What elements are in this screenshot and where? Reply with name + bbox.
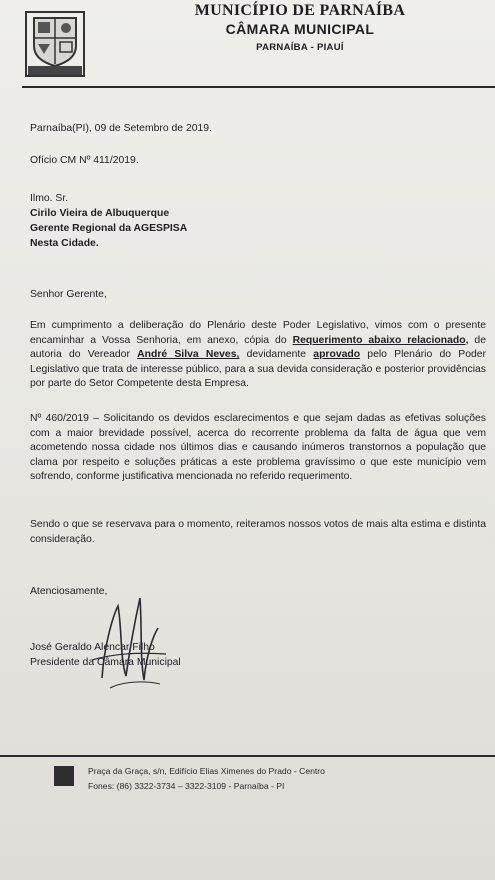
footer-divider: [0, 755, 495, 757]
requirement-reference: Requerimento abaixo relacionado,: [292, 334, 469, 346]
office-number: Ofício CM Nº 411/2019.: [30, 155, 139, 166]
header-camara: CÂMARA MUNICIPAL: [225, 21, 375, 37]
footer-mark-icon: [54, 766, 74, 786]
header-city: PARNAÍBA - PIAUÍ: [256, 42, 344, 53]
councilman-name: André Silva Neves,: [137, 349, 240, 361]
approved-word: aprovado: [313, 349, 361, 361]
footer-phones: Fones: (86) 3322-3734 – 3322-3109 - Parnaíba - PI: [88, 781, 285, 791]
recipient-name: Cirilo Vieira de Albuquerque: [30, 208, 170, 219]
header-municipio: MUNICÍPIO DE PARNAÍBA: [194, 2, 406, 19]
paragraph-2: Nº 460/2019 – Solicitando os devidos esclarecimentos e que sejam dadas as efetivas soluções com a maior brevidade possível, acerca do recorrente problema da falta de água que vem acometendo nossa cidade nos últimos dias e causando inúmeros transtornos a população que clama por respeito e soluções práticas a este problema gravíssimo o que este município vem sofrendo, conforme justificativa mencionada no referido requerimento.: [30, 413, 486, 483]
paragraph-1-text-c: devidamente: [239, 349, 314, 361]
closing: Atenciosamente,: [30, 586, 108, 597]
recipient-role: Gerente Regional da AGESPISA: [30, 223, 188, 234]
greeting: Senhor Gerente,: [30, 289, 107, 300]
header-divider: [22, 86, 495, 88]
recipient-salutation: Ilmo. Sr.: [30, 193, 69, 204]
recipient-location: Nesta Cidade.: [30, 238, 99, 249]
signer-name: José Geraldo Alencar Filho: [30, 642, 155, 653]
paragraph-1-text-a: Em cumprimento a deliberação do Plenário deste Poder Legislativo, vimos com o presente encaminhar a Vossa Senhoria, em anexo, cópia do: [30, 320, 486, 346]
paragraph-1-text-b: de autoria do Vereador: [30, 334, 486, 361]
paragraph-3: Sendo o que se reservava para o momento, reiteramos nossos votos de mais alta estima e distinta consideração.: [30, 519, 486, 545]
date-line: Parnaíba(PI), 09 de Setembro de 2019.: [30, 123, 212, 134]
signer-title: Presidente da Câmara Municipal: [30, 657, 181, 668]
footer-address: Praça da Graça, s/n, Edifício Elias Ximenes do Prado - Centro: [88, 766, 325, 776]
paragraph-1: [30, 319, 486, 392]
paragraph-1-text-d: pelo Plenário do Poder Legislativo que trata de interesse público, para a sua devida consideração e posterior providências por parte do Setor Competente desta Empresa.: [30, 349, 486, 390]
coat-of-arms-icon: [24, 10, 86, 78]
